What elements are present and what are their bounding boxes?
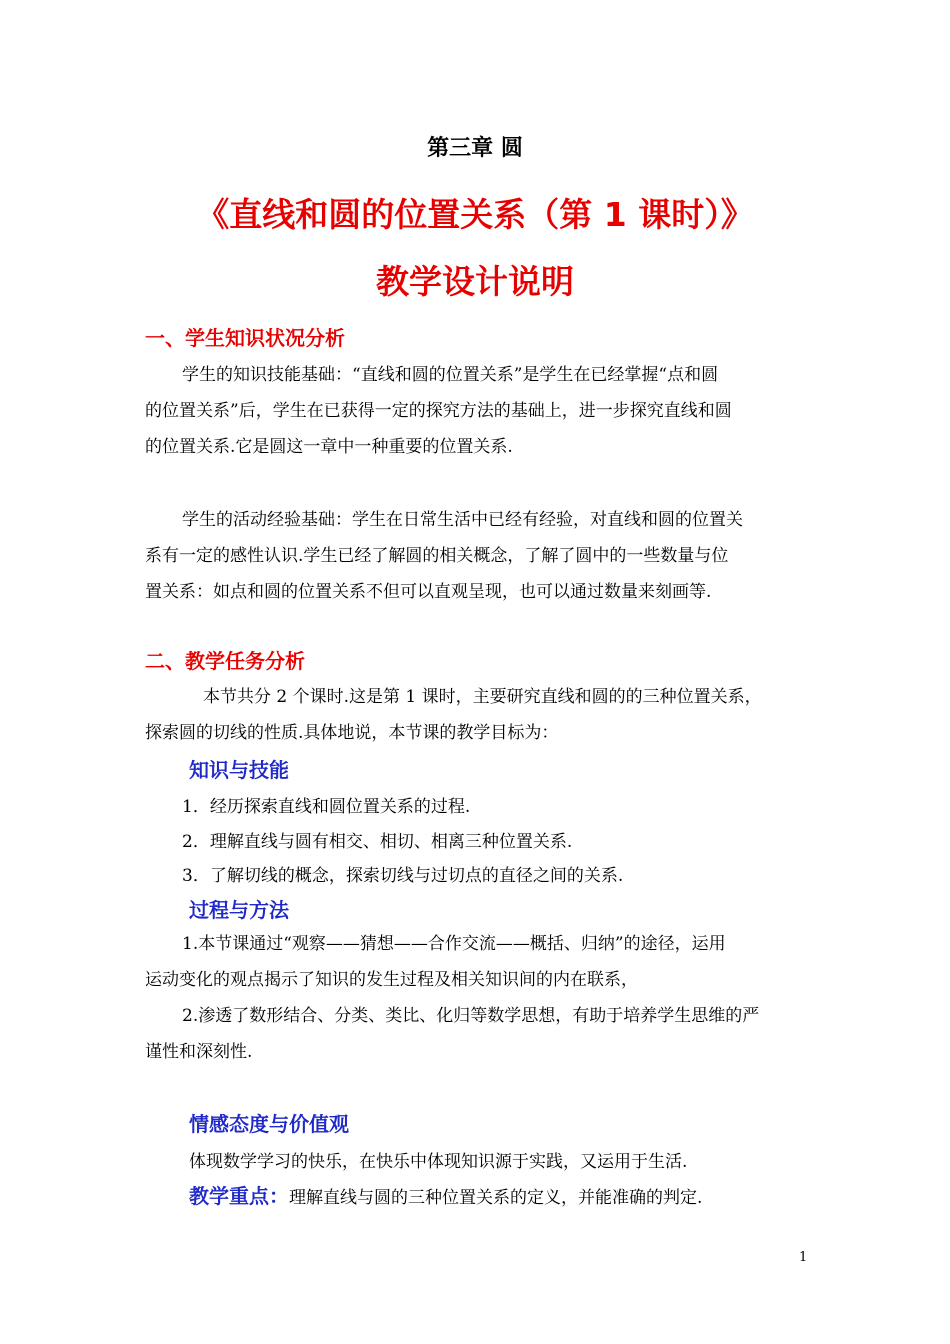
key-point-label: 教学重点： xyxy=(189,1184,289,1208)
section1-para2-line2: 系有一定的感性认识.学生已经了解圆的相关概念，了解了圆中的一些数量与位 xyxy=(145,546,729,566)
section1-para2-line1: 学生的活动经验基础：学生在日常生活中已经有经验，对直线和圆的位置关 xyxy=(182,510,743,530)
process-method-heading: 过程与方法 xyxy=(189,898,289,922)
section2-intro-line2: 探索圆的切线的性质.具体地说，本节课的教学目标为： xyxy=(145,723,559,743)
process-line-4: 谨性和深刻性. xyxy=(145,1042,253,1062)
section1-heading: 一、学生知识状况分析 xyxy=(145,326,345,350)
process-line-1: 1.本节课通过“观察——猜想——合作交流——概括、归纳”的途径，运用 xyxy=(182,934,726,954)
key-point-text: 理解直线与圆的三种位置关系的定义，并能准确的判定. xyxy=(289,1188,703,1208)
chapter-heading: 第三章 圆 xyxy=(427,136,523,161)
emotion-values-heading: 情感态度与价值观 xyxy=(189,1112,349,1136)
section1-para1-line1: 学生的知识技能基础：“直线和圆的位置关系”是学生在已经掌握“点和圆 xyxy=(182,365,719,385)
knowledge-item-3: 3．了解切线的概念，探索切线与过切点的直径之间的关系. xyxy=(182,866,624,886)
section2-heading: 二、教学任务分析 xyxy=(145,649,305,673)
section2-intro-line1: 本节共分 2 个课时.这是第 1 课时，主要研究直线和圆的的三种位置关系， xyxy=(203,687,762,707)
process-line-3: 2.渗透了数形结合、分类、类比、化归等数学思想，有助于培养学生思维的严 xyxy=(182,1006,760,1026)
section1-para1-line3: 的位置关系.它是圆这一章中一种重要的位置关系. xyxy=(145,437,513,457)
section1-para1-line2: 的位置关系”后，学生在已获得一定的探究方法的基础上，进一步探究直线和圆 xyxy=(145,401,732,421)
knowledge-skills-heading: 知识与技能 xyxy=(189,758,289,782)
emotion-values-text: 体现数学学习的快乐，在快乐中体现知识源于实践，又运用于生活. xyxy=(189,1152,688,1172)
process-line-2: 运动变化的观点揭示了知识的发生过程及相关知识间的内在联系， xyxy=(145,970,638,990)
document-title: 《直线和圆的位置关系（第 1 课时）》 xyxy=(196,195,754,234)
page-number: 1 xyxy=(799,1250,808,1265)
knowledge-item-1: 1．经历探索直线和圆位置关系的过程. xyxy=(182,797,471,817)
knowledge-item-2: 2．理解直线与圆有相交、相切、相离三种位置关系. xyxy=(182,832,573,852)
document-subtitle: 教学设计说明 xyxy=(376,262,574,301)
section1-para2-line3: 置关系：如点和圆的位置关系不但可以直观呈现，也可以通过数量来刻画等. xyxy=(145,582,712,602)
key-point-row xyxy=(189,1181,702,1211)
